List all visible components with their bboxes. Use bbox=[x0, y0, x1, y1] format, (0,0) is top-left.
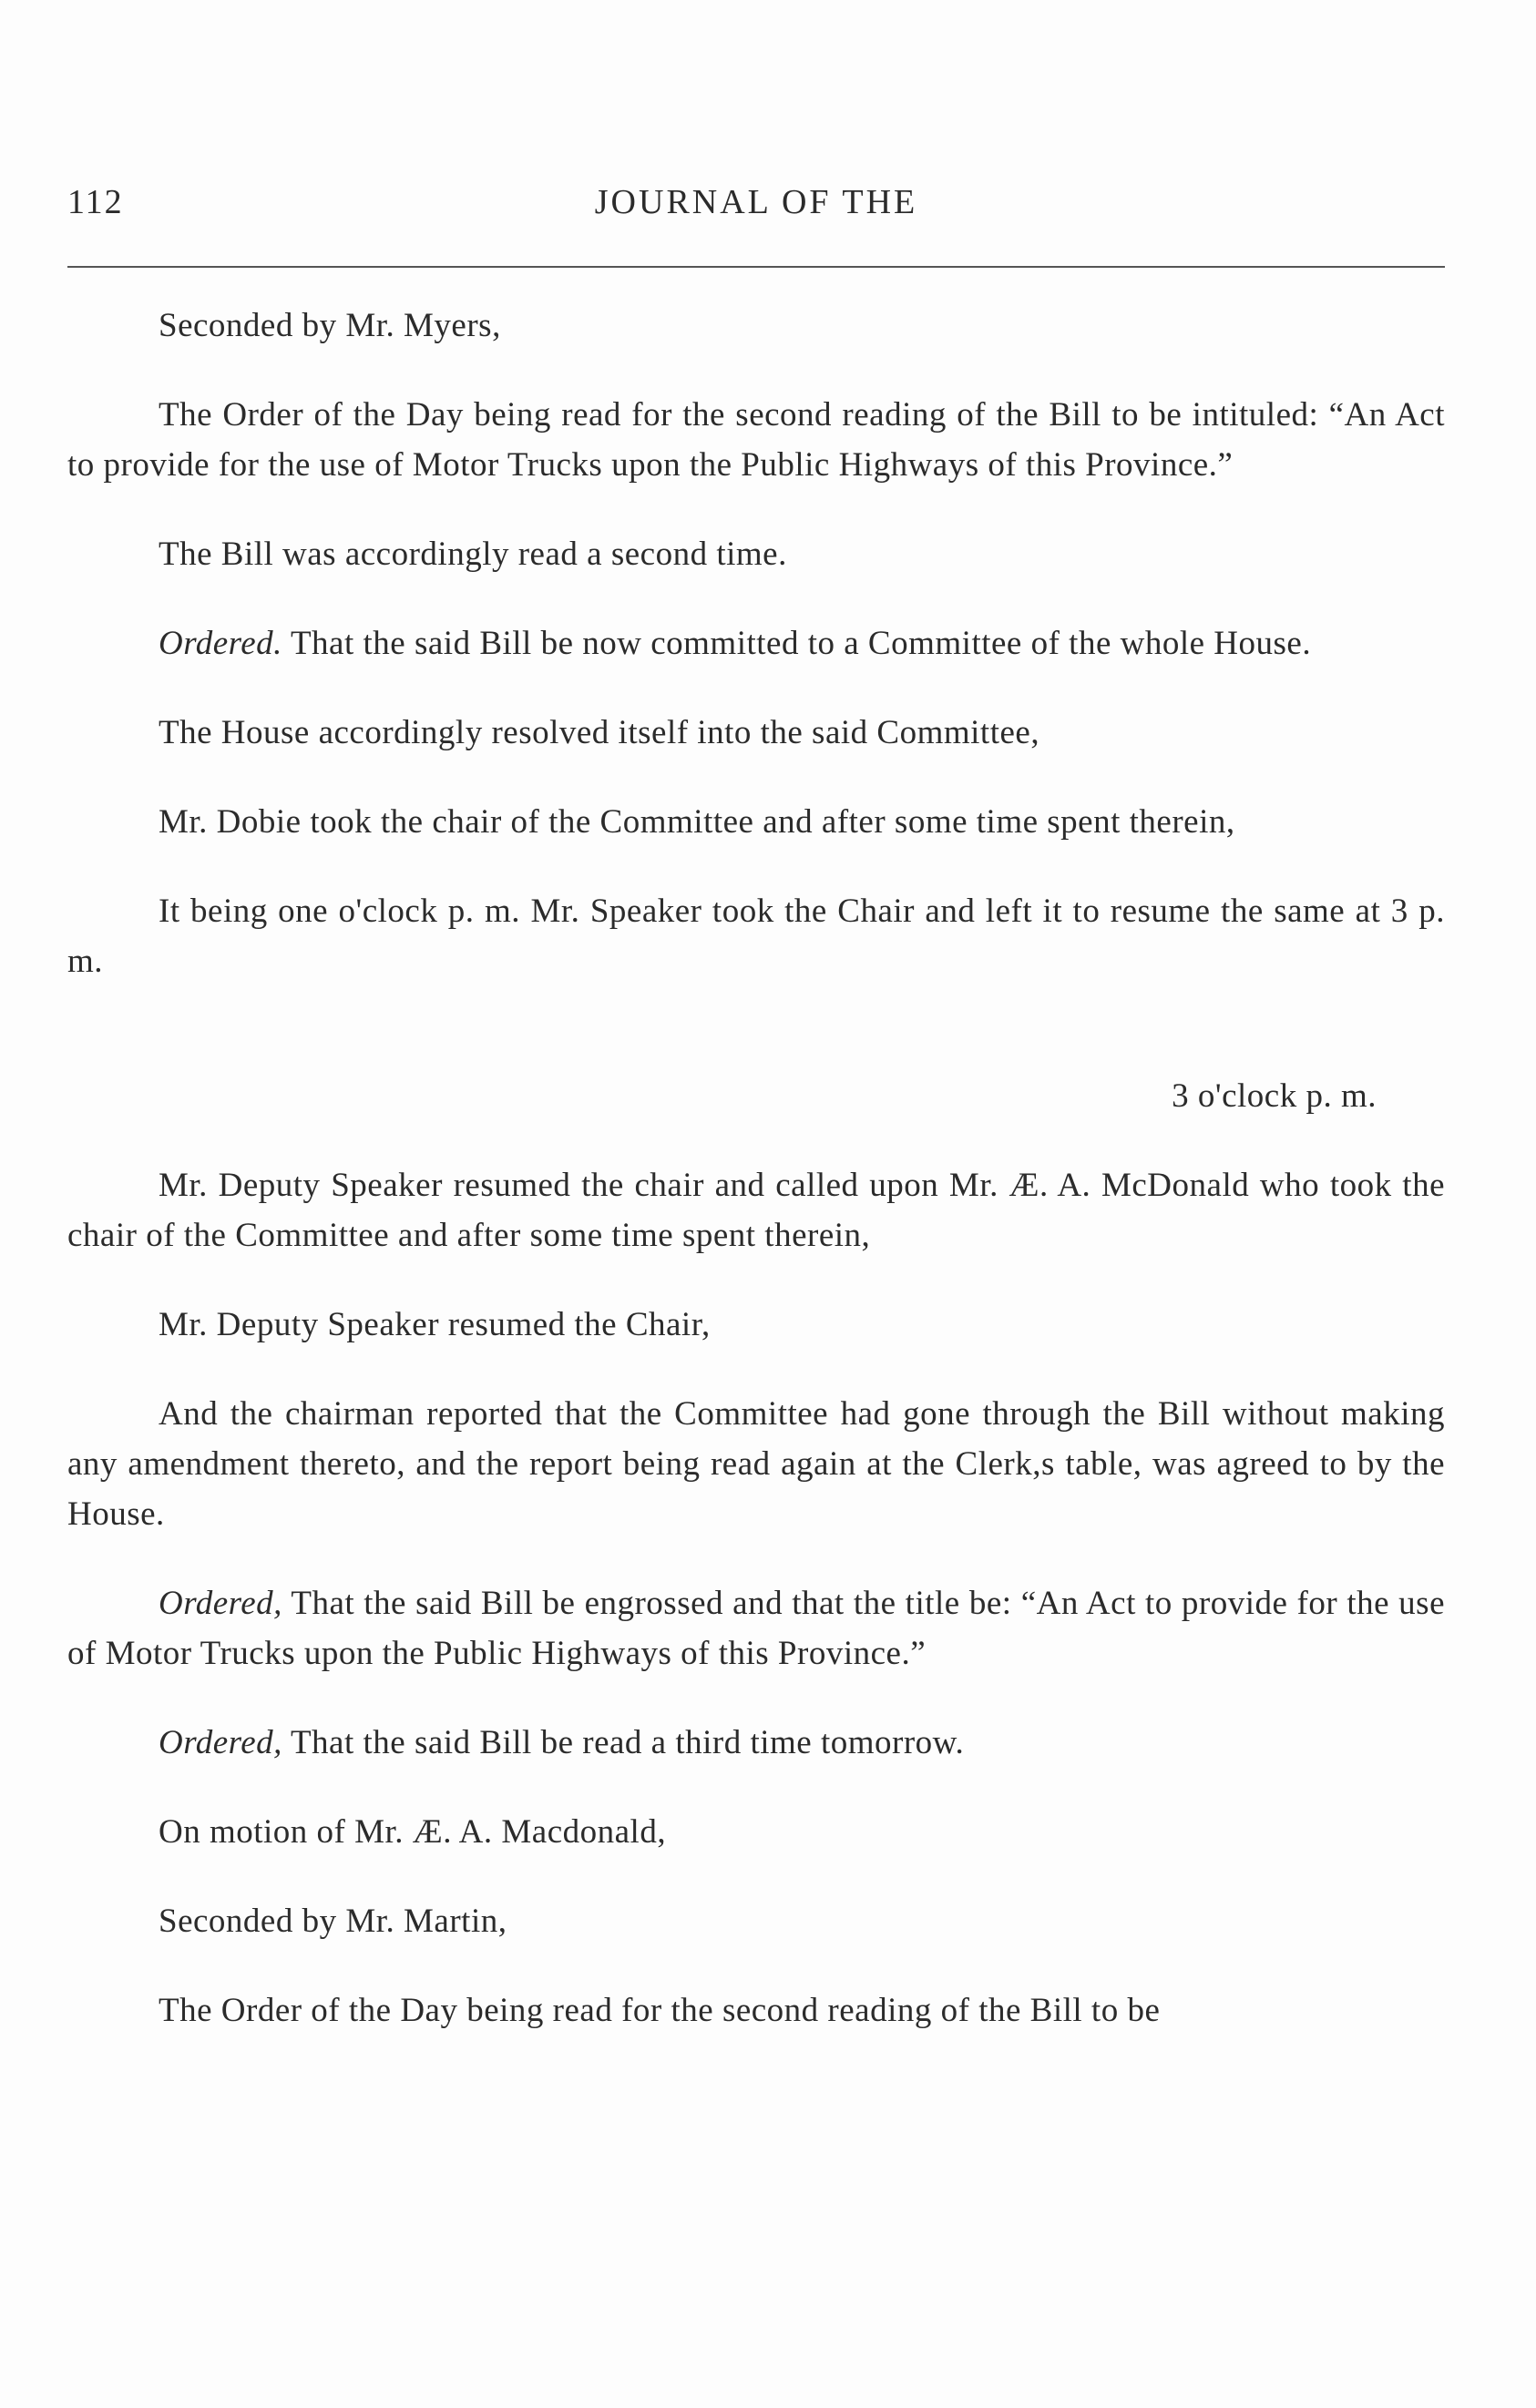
time-heading: 3 o'clock p. m. bbox=[1172, 1077, 1377, 1115]
paragraph-order-of-day-continued: The Order of the Day being read for the second reading of the Bill to be bbox=[159, 1992, 1161, 2029]
paragraph-ordered-committed: Ordered. That the said Bill be now committed to a Committee of the whole House. bbox=[159, 625, 1312, 662]
paragraph-motion-macdonald: On motion of Mr. Æ. A. Macdonald, bbox=[159, 1813, 667, 1851]
paragraph-ordered-engrossed: Ordered, That the said Bill be engrossed and that the title be: “An Act to provide for the use of Motor Trucks upon the Public Highways of this Province.” bbox=[67, 1585, 1445, 1672]
ordered-label: Ordered. bbox=[159, 625, 282, 662]
paragraph-deputy-speaker-resumed: Mr. Deputy Speaker resumed the chair and called upon Mr. Æ. A. McDonald who took the chair of the Committee and after some time spent therein, bbox=[67, 1167, 1445, 1254]
running-head bbox=[67, 182, 1445, 237]
paragraph-one-oclock: It being one o'clock p. m. Mr. Speaker took the Chair and left it to resume the same at 3 p. m. bbox=[67, 893, 1445, 980]
paragraph-dobie-chair: Mr. Dobie took the chair of the Committee and after some time spent therein, bbox=[159, 803, 1235, 841]
header-rule bbox=[67, 266, 1445, 268]
ordered-label: Ordered, bbox=[159, 1724, 282, 1761]
paragraph-order-of-day: The Order of the Day being read for the second reading of the Bill to be intituled: “An Act to provide for the use of Motor Trucks upon the Public Highways of this Province.” bbox=[67, 396, 1445, 484]
ordered-label: Ordered, bbox=[159, 1585, 282, 1622]
paragraph-seconded-myers: Seconded by Mr. Myers, bbox=[159, 307, 501, 344]
paragraph-house-resolved: The House accordingly resolved itself into the said Committee, bbox=[159, 714, 1040, 751]
paragraph-ordered-third-reading: Ordered, That the said Bill be read a third time tomorrow. bbox=[159, 1724, 965, 1761]
page-number: 112 bbox=[67, 183, 124, 221]
running-title: JOURNAL OF THE bbox=[594, 183, 918, 221]
journal-body bbox=[67, 301, 1445, 2036]
paragraph-second-reading: The Bill was accordingly read a second time. bbox=[159, 536, 787, 573]
paragraph-chairman-reported: And the chairman reported that the Committee had gone through the Bill without making any amendment thereto, and the report being read again at the Clerk,s table, was agreed to by the House. bbox=[67, 1395, 1445, 1533]
paragraph-deputy-speaker-chair: Mr. Deputy Speaker resumed the Chair, bbox=[159, 1306, 711, 1343]
paragraph-seconded-martin: Seconded by Mr. Martin, bbox=[159, 1903, 507, 1940]
